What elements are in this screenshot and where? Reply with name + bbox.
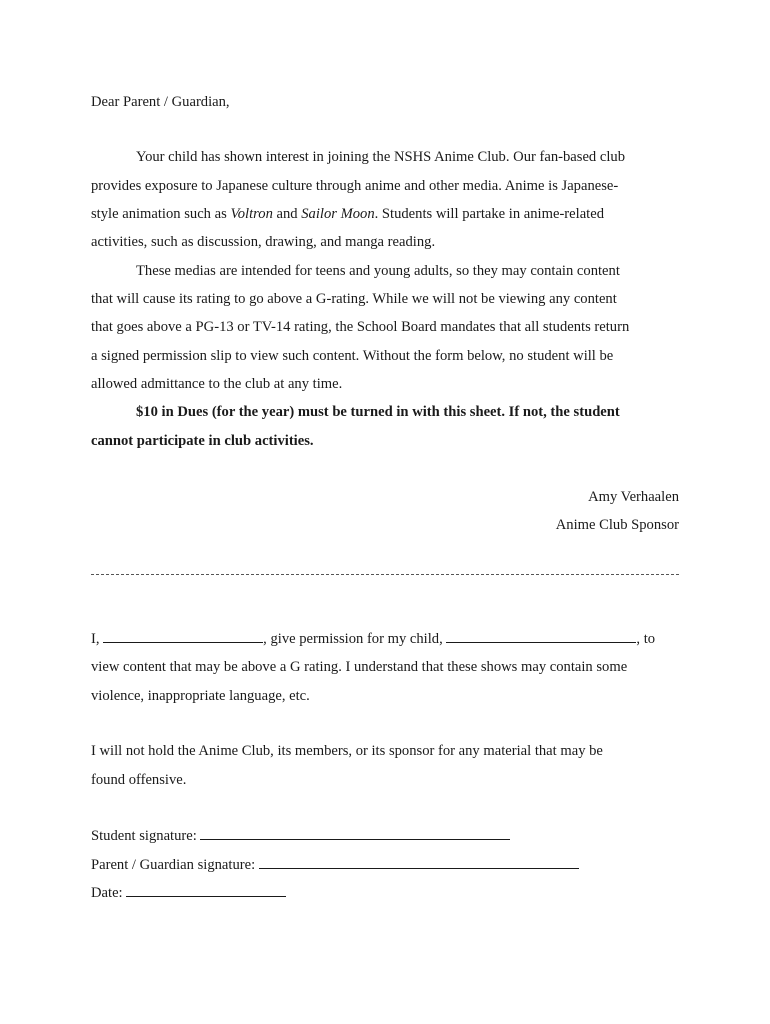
sponsor-title: Anime Club Sponsor	[555, 517, 679, 533]
student-signature-row	[91, 827, 510, 845]
dues-line-1: $10 in Dues (for the year) must be turned in with this sheet. If not, the student	[136, 404, 620, 420]
consent-middle: , give permission for my child,	[263, 631, 443, 647]
rating-line-5: allowed admittance to the club at any time.	[91, 376, 343, 392]
rating-line-1: These medias are intended for teens and young adults, so they may contain content	[136, 263, 620, 279]
show-title-sailor-moon: Sailor Moon	[301, 206, 375, 222]
intro-line-2: provides exposure to Japanese culture through anime and other media. Anime is Japanese-	[91, 178, 619, 194]
child-name-blank[interactable]	[446, 630, 636, 643]
intro-line-3-end: . Students will partake in anime-related	[374, 206, 604, 222]
consent-line-2: view content that may be above a G rating. I understand that these shows may contain some	[91, 659, 628, 675]
rating-line-2: that will cause its rating to go above a G-rating. While we will not be viewing any content	[91, 291, 617, 307]
show-title-voltron: Voltron	[230, 206, 273, 222]
dues-line-2: cannot participate in club activities.	[91, 433, 314, 449]
greeting: Dear Parent / Guardian,	[91, 94, 230, 110]
waiver-line-2: found offensive.	[91, 772, 187, 788]
waiver-line-1: I will not hold the Anime Club, its members, or its sponsor for any material that may be	[91, 743, 603, 759]
date-row	[91, 884, 286, 902]
consent-line-3: violence, inappropriate language, etc.	[91, 688, 310, 704]
intro-line-4: activities, such as discussion, drawing, and manga reading.	[91, 234, 436, 250]
parent-signature-label: Parent / Guardian signature:	[91, 857, 256, 873]
parent-signature-field[interactable]	[259, 856, 579, 869]
rating-line-4: a signed permission slip to view such content. Without the form below, no student will be	[91, 348, 614, 364]
student-signature-field[interactable]	[200, 827, 510, 840]
consent-end: , to	[636, 631, 656, 647]
student-signature-label: Student signature:	[91, 828, 197, 844]
cut-line-divider	[91, 574, 679, 575]
sponsor-name: Amy Verhaalen	[588, 489, 679, 505]
intro-line-3-and: and	[272, 206, 302, 222]
date-label: Date:	[91, 885, 123, 901]
date-field[interactable]	[126, 884, 286, 897]
parent-signature-row	[91, 856, 579, 874]
rating-line-3: that goes above a PG-13 or TV-14 rating, the School Board mandates that all students return	[91, 319, 630, 335]
intro-line-3	[91, 205, 604, 223]
consent-start: I,	[91, 631, 100, 647]
consent-line-1	[91, 630, 655, 648]
parent-name-blank[interactable]	[103, 630, 263, 643]
intro-line-1: Your child has shown interest in joining the NSHS Anime Club. Our fan-based club	[136, 149, 625, 165]
intro-line-3-start: style animation such as	[91, 206, 231, 222]
